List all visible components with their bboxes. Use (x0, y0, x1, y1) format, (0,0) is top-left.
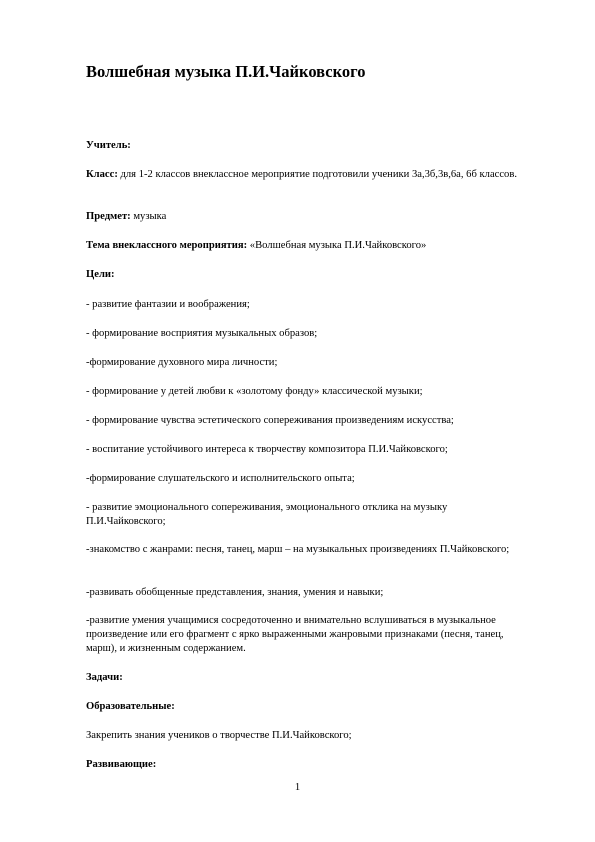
goal-item: - формирование у детей любви к «золотому фонду» классической музыки; (86, 386, 423, 397)
teacher-label: Учитель: (86, 140, 131, 151)
class-label: Класс: (86, 169, 118, 180)
topic-line (86, 239, 526, 253)
page-number: 1 (294, 782, 301, 793)
subject-line (86, 210, 526, 224)
subject-label: Предмет: (86, 211, 131, 222)
goal-item: -формирование духовного мира личности; (86, 357, 278, 368)
goals-label: Цели: (86, 269, 115, 280)
educational-heading (86, 700, 526, 714)
goal-item: -развитие умения учащимися сосредоточенно и внимательно вслушиваться в музыкальное произведение или его фрагмент с ярко выраженными жанровыми признаками (песня, танец, марш), и жизненным содержанием. (86, 615, 504, 654)
class-line (86, 168, 526, 182)
goal-item: - формирование восприятия музыкальных образов; (86, 328, 318, 339)
goal-item: -знакомство с жанрами: песня, танец, марш – на музыкальных произведениях П.Чайковского; (86, 544, 510, 555)
goal-item: - развитие фантазии и воображения; (86, 299, 250, 310)
educational-label: Образовательные: (86, 701, 175, 712)
educational-text: Закрепить знания учеников о творчестве П.И.Чайковского; (86, 730, 352, 741)
goal-item: - формирование чувства эстетического сопереживания произведениям искусства; (86, 415, 454, 426)
class-text: для 1-2 классов внеклассное мероприятие подготовили ученики 3а,3б,3в,6а, 6б классов. (117, 169, 518, 180)
tasks-heading (86, 671, 526, 685)
goal-item: - развитие эмоционального сопереживания, эмоционального отклика на музыку П.И.Чайковского; (86, 502, 448, 527)
topic-text: «Волшебная музыка П.И.Чайковского» (247, 240, 427, 251)
developing-label: Развивающие: (86, 759, 157, 770)
developing-heading (86, 758, 526, 772)
teacher-line (86, 139, 526, 153)
goal-item: -развивать обобщенные представления, знания, умения и навыки; (86, 587, 384, 598)
goal-item: - воспитание устойчивого интереса к творчеству композитора П.И.Чайковского; (86, 444, 448, 455)
goals-heading (86, 268, 526, 282)
document-title: Волшебная музыка П.И.Чайковского (86, 62, 366, 81)
goal-item: -формирование слушательского и исполнительского опыта; (86, 473, 355, 484)
tasks-label: Задачи: (86, 672, 123, 683)
topic-label: Тема внеклассного мероприятия: (86, 240, 248, 251)
subject-text: музыка (130, 211, 167, 222)
